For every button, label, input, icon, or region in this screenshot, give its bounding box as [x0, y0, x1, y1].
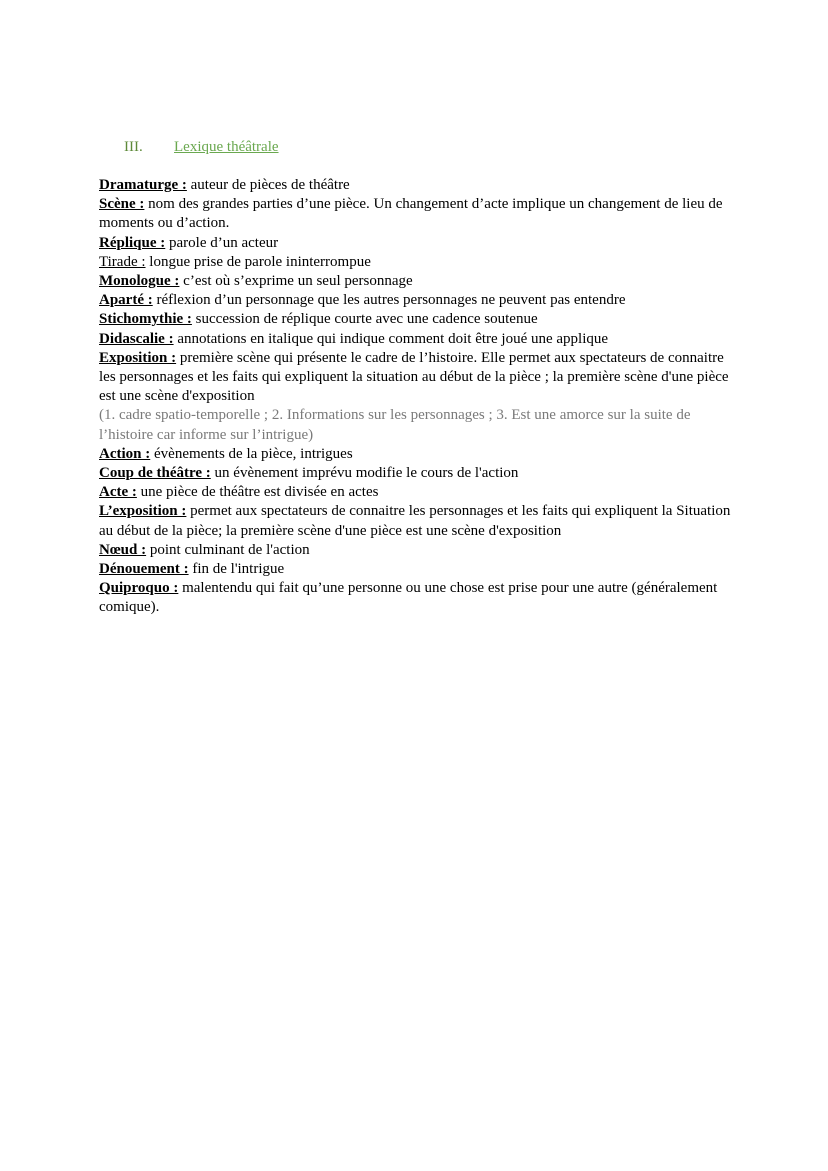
- term: Stichomythie :: [99, 311, 192, 328]
- lexicon-entry-aparte: [99, 291, 739, 310]
- definition: permet aux spectateurs de connaitre les personnages et les faits qui expliquent la Situation au début de la pièce; la première scène d'une pièce est une scène d'exposition: [99, 503, 731, 539]
- lexicon-entry-monologue: [99, 272, 739, 291]
- definition: point culminant de l'action: [146, 541, 310, 558]
- lexicon-entry-quiproquo: [99, 579, 739, 617]
- definition: un évènement imprévu modifie le cours de l'action: [210, 465, 519, 482]
- lexicon-entry-dramaturge: [99, 176, 739, 195]
- term: Exposition :: [99, 349, 177, 366]
- definition: une pièce de théâtre est divisée en actes: [136, 484, 379, 501]
- term: Quiproquo :: [99, 580, 179, 597]
- lexicon-entry-denouement: [99, 560, 739, 579]
- term: Monologue :: [99, 273, 180, 290]
- lexicon-list: [99, 176, 739, 618]
- definition: malentendu qui fait qu’une personne ou une chose est prise pour une autre (généralement comique).: [99, 580, 718, 616]
- lexicon-entry-l-exposition: [99, 502, 739, 540]
- lexicon-entry-scene: [99, 195, 739, 233]
- lexicon-entry-noeud: [99, 541, 739, 560]
- definition: annotations en italique qui indique comment doit être joué une applique: [173, 330, 609, 347]
- definition: évènements de la pièce, intrigues: [150, 445, 353, 462]
- term: Dramaturge :: [99, 177, 187, 193]
- section-number: III.: [124, 139, 143, 155]
- lexicon-entry-coup-de-theatre: [99, 464, 739, 483]
- definition: première scène qui présente le cadre de l’histoire. Elle permet aux spectateurs de connaitre les personnages et les faits qui expliquent la situation au début de la pièce ; la première scène d'une pièce est une scène d'exposition: [99, 349, 729, 405]
- term: L’exposition :: [99, 503, 187, 520]
- lexicon-entry-replique: [99, 234, 739, 253]
- term: Acte :: [99, 484, 137, 501]
- exposition-note: (1. cadre spatio-temporelle ; 2. Informations sur les personnages ; 3. Est une amorce sur la suite de l’histoire car informe sur l’intrigue): [99, 407, 691, 443]
- lexicon-entry-stichomythie: [99, 310, 739, 329]
- term: Tirade :: [99, 253, 146, 270]
- lexicon-entry-didascalie: [99, 330, 739, 349]
- definition: fin de l'intrigue: [188, 561, 285, 578]
- term: Nœud :: [99, 541, 147, 558]
- term: Réplique :: [99, 234, 166, 251]
- definition: c’est où s’exprime un seul personnage: [179, 273, 413, 290]
- term: Aparté :: [99, 292, 153, 309]
- term: Dénouement :: [99, 561, 189, 578]
- term: Scène :: [99, 196, 145, 213]
- term: Coup de théâtre :: [99, 465, 211, 482]
- definition: nom des grandes parties d’une pièce. Un changement d’acte implique un changement de lieu de moments ou d’action.: [99, 196, 723, 232]
- definition: réflexion d’un personnage que les autres personnages ne peuvent pas entendre: [152, 292, 626, 309]
- section-heading: [124, 138, 279, 157]
- lexicon-entry-acte: [99, 483, 739, 502]
- lexicon-entry-tirade: [99, 253, 739, 272]
- definition: succession de réplique courte avec une cadence soutenue: [191, 311, 538, 328]
- definition: parole d’un acteur: [165, 234, 279, 251]
- definition: longue prise de parole ininterrompue: [145, 253, 371, 270]
- section-title: Lexique théâtrale: [174, 139, 279, 155]
- term: Action :: [99, 445, 151, 462]
- lexicon-entry-exposition: [99, 349, 739, 407]
- lexicon-entry-action: [99, 445, 739, 464]
- term: Didascalie :: [99, 330, 174, 347]
- definition: auteur de pièces de théâtre: [186, 177, 350, 193]
